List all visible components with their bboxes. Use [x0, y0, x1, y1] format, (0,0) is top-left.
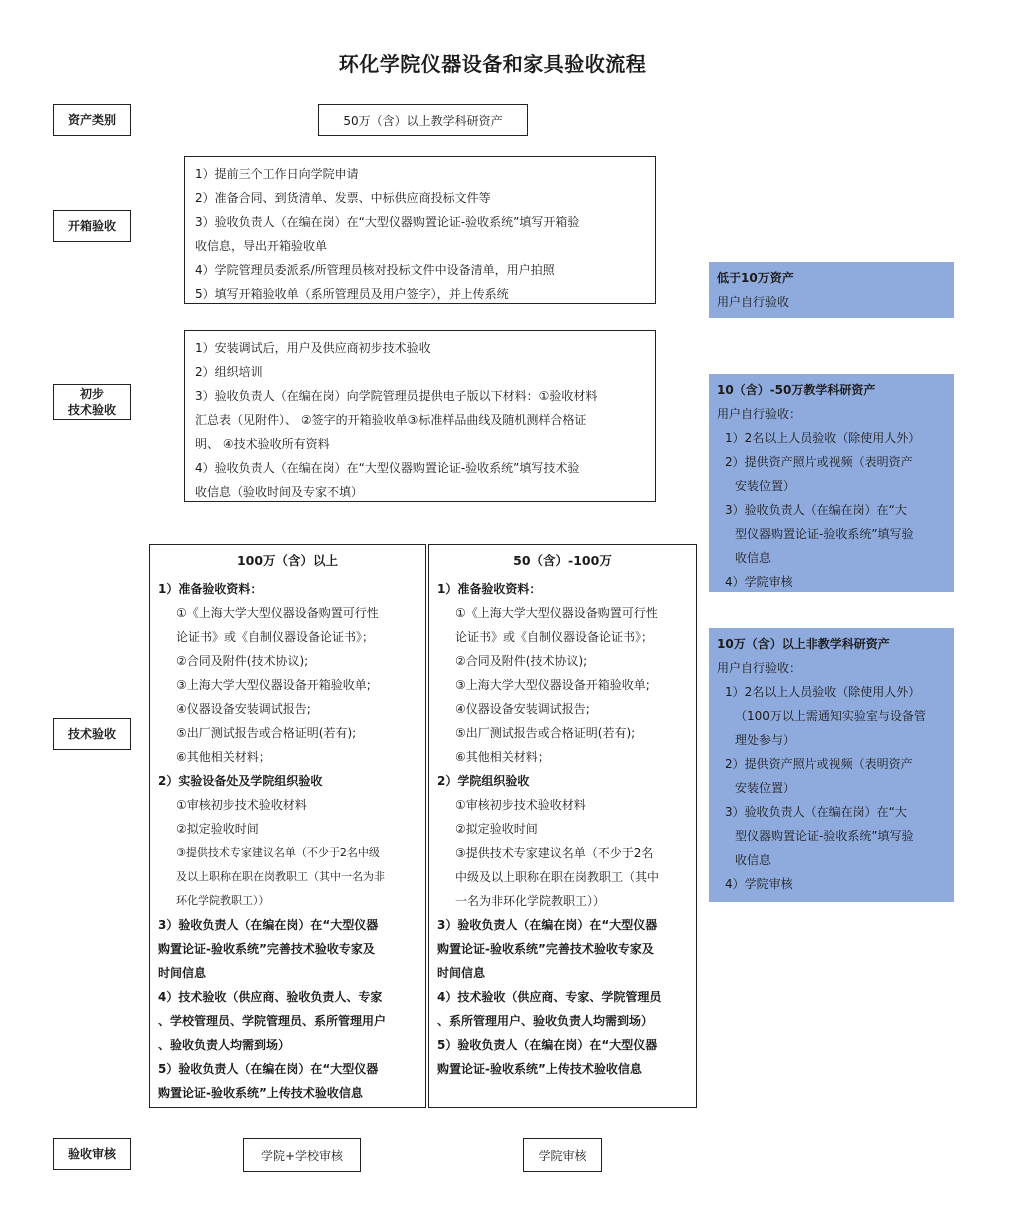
step-line: 、学校管理员、学院管理员、系所管理用户	[158, 1014, 387, 1028]
step-line: 、验收负责人均需到场）	[158, 1038, 291, 1052]
step-line: 用户自行验收：	[717, 661, 802, 675]
step-line: 4）学院管理员委派系/所管理员核对投标文件中设备清单，用户拍照	[195, 263, 555, 277]
step-line: （100万以上需通知实验室与设备管	[735, 709, 926, 723]
step-line: 4）学院审核	[725, 877, 793, 891]
step-line: 3）验收负责人（在编在岗）向学院管理员提供电子版以下材料：①验收材料	[195, 389, 598, 403]
step-line: 时间信息	[437, 966, 486, 980]
step-line: ③上海大学大型仪器设备开箱验收单;	[176, 678, 371, 692]
step-line: 购置论证-验收系统”上传技术验收信息	[437, 1062, 642, 1076]
side-box-below-10w	[709, 262, 954, 318]
step-line: 时间信息	[158, 966, 207, 980]
side-box-title: 10（含）-50万教学科研资产	[717, 383, 876, 397]
step-line: ④仪器设备安装调试报告;	[455, 702, 590, 716]
side-box-non-teaching	[709, 628, 954, 902]
step-line: 1）准备验收资料：	[437, 582, 542, 596]
step-line: 1）准备验收资料：	[158, 582, 263, 596]
step-line: ⑤出厂测试报告或合格证明(若有);	[176, 726, 357, 740]
step-line: ①审核初步技术验收材料	[176, 798, 307, 812]
technical-column-100w	[149, 544, 426, 1108]
side-box-line: 用户自行验收	[717, 295, 790, 309]
step-line: 5）验收负责人（在编在岗）在“大型仪器	[437, 1038, 658, 1052]
step-line: 5）填写开箱验收单（系所管理员及用户签字），并上传系统	[195, 287, 509, 301]
column-header: 100万（含）以上	[236, 553, 339, 568]
step-line: ②合同及附件(技术协议);	[176, 654, 309, 668]
row-label-asset-category: 资产类别	[53, 104, 131, 136]
step-line: 1）安装调试后，用户及供应商初步技术验收	[195, 341, 431, 355]
step-line: 明、 ④技术验收所有资料	[195, 437, 330, 451]
step-line: 中级及以上职称在职在岗教职工（其中	[455, 870, 660, 884]
step-line: 收信息（验收时间及专家不填）	[195, 485, 364, 499]
step-line: 1）2名以上人员验收（除使用人外）	[725, 685, 921, 699]
step-line: 2）组织培训	[195, 365, 263, 379]
step-line: 2）学院组织验收	[437, 774, 530, 788]
unboxing-steps	[184, 156, 656, 304]
step-line: 收信息	[735, 551, 772, 565]
step-line: ③提供技术专家建议名单（不少于2名中级	[176, 846, 380, 859]
step-line: 1）提前三个工作日向学院申请	[195, 167, 359, 181]
side-box-title: 10万（含）以上非教学科研资产	[717, 637, 890, 651]
step-line: 收信息	[735, 853, 772, 867]
step-line: ①审核初步技术验收材料	[455, 798, 586, 812]
step-line: 2）提供资产照片或视频（表明资产	[725, 757, 913, 771]
step-line: 型仪器购置论证-验收系统”填写验	[735, 829, 914, 843]
step-line: ③提供技术专家建议名单（不少于2名	[455, 846, 654, 860]
step-line: 用户自行验收：	[717, 407, 802, 421]
step-line: 2）提供资产照片或视频（表明资产	[725, 455, 913, 469]
step-line: 收信息，导出开箱验收单	[195, 239, 328, 253]
step-line: 购置论证-验收系统”上传技术验收信息	[158, 1086, 363, 1100]
side-box-title: 低于10万资产	[717, 271, 794, 285]
row-label-review: 验收审核	[53, 1138, 131, 1170]
step-line: 4）验收负责人（在编在岗）在“大型仪器购置论证-验收系统”填写技术验	[195, 461, 580, 475]
step-line: ⑥其他相关材料；	[455, 750, 550, 764]
step-line: 环化学院教职工））	[176, 894, 270, 907]
step-line: 3）验收负责人（在编在岗）在“大	[725, 805, 907, 819]
step-line: ⑥其他相关材料；	[176, 750, 271, 764]
step-line: ①《上海大学大型仪器设备购置可行性	[455, 606, 658, 620]
technical-column-50-100w	[428, 544, 697, 1108]
step-line: 1）2名以上人员验收（除使用人外）	[725, 431, 921, 445]
step-line: ②拟定验收时间	[455, 822, 538, 836]
step-line: 一名为非环化学院教职工））	[455, 894, 606, 908]
step-line: 3）验收负责人（在编在岗）在“大型仪器购置论证-验收系统”填写开箱验	[195, 215, 580, 229]
step-line: 3）验收负责人（在编在岗）在“大	[725, 503, 907, 517]
row-label-preliminary: 初步 技术验收	[53, 384, 131, 420]
step-line: 4）技术验收（供应商、专家、学院管理员	[437, 990, 662, 1004]
step-line: 论证书》或《自制仪器设备论证书》；	[455, 630, 654, 644]
row-label-technical: 技术验收	[53, 718, 131, 750]
step-line: 及以上职称在职在岗教职工（其中一名为非	[176, 870, 385, 883]
step-line: 3）验收负责人（在编在岗）在“大型仪器	[158, 918, 379, 932]
step-line: 5）验收负责人（在编在岗）在“大型仪器	[158, 1062, 379, 1076]
step-line: 理处参与）	[735, 733, 796, 747]
step-line: 4）技术验收（供应商、验收负责人、专家	[158, 990, 383, 1004]
step-line: 3）验收负责人（在编在岗）在“大型仪器	[437, 918, 658, 932]
page-title: 环化学院仪器设备和家具验收流程	[338, 52, 647, 76]
step-line: ③上海大学大型仪器设备开箱验收单;	[455, 678, 650, 692]
step-line: ①《上海大学大型仪器设备购置可行性	[176, 606, 379, 620]
preliminary-steps	[184, 330, 656, 502]
step-line: 购置论证-验收系统”完善技术验收专家及	[158, 942, 375, 956]
step-line: 安装位置）	[735, 781, 796, 795]
step-line: 安装位置）	[735, 479, 796, 493]
step-line: 论证书》或《自制仪器设备论证书》；	[176, 630, 375, 644]
step-line: ④仪器设备安装调试报告;	[176, 702, 311, 716]
review-college: 学院审核	[523, 1138, 602, 1172]
step-line: 2）实验设备处及学院组织验收	[158, 774, 323, 788]
step-line: 4）学院审核	[725, 575, 793, 589]
step-line: 购置论证-验收系统”完善技术验收专家及	[437, 942, 654, 956]
step-line: ②合同及附件(技术协议);	[455, 654, 588, 668]
step-line: 2）准备合同、到货清单、发票、中标供应商投标文件等	[195, 191, 491, 205]
step-line: ②拟定验收时间	[176, 822, 259, 836]
row-label-unboxing: 开箱验收	[53, 210, 131, 242]
asset-category-main: 50万（含）以上教学科研资产	[318, 104, 528, 136]
review-college-school: 学院+学校审核	[243, 1138, 361, 1172]
step-line: 汇总表（见附件）、 ②签字的开箱验收单③标准样品曲线及随机测样合格证	[195, 413, 587, 427]
step-line: 型仪器购置论证-验收系统”填写验	[735, 527, 914, 541]
step-line: ⑤出厂测试报告或合格证明(若有);	[455, 726, 636, 740]
side-box-10-50w	[709, 374, 954, 592]
step-line: 、系所管理用户、验收负责人均需到场）	[437, 1014, 654, 1028]
column-header: 50（含）-100万	[513, 553, 612, 568]
